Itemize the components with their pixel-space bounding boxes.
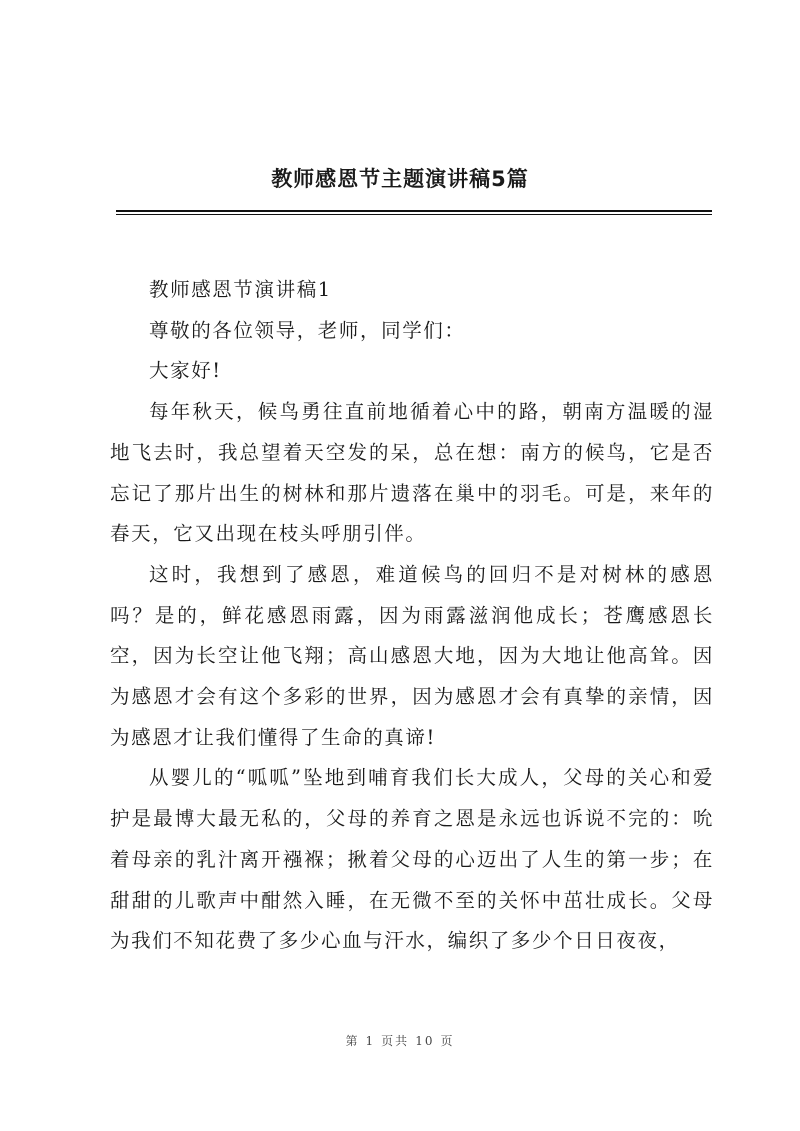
title-underline-thick bbox=[116, 210, 712, 212]
salutation: 尊敬的各位领导，老师，同学们： bbox=[149, 318, 466, 342]
greeting: 大家好! bbox=[149, 359, 222, 383]
document-title: 教师感恩节主题演讲稿5篇 bbox=[271, 167, 529, 191]
footer-middle: 页共 bbox=[381, 1034, 410, 1048]
footer-total-pages: 10 bbox=[415, 1034, 435, 1048]
footer-page-number: 1 bbox=[365, 1034, 376, 1048]
paragraph: 每年秋天，候鸟勇往直前地循着心中的路，朝南方温暖的湿地飞去时，我总望着天空发的呆，总在想：南方的候鸟，它是否忘记了那片出生的树林和那片遗落在巢中的羽毛。可是，来年的春天，它又出现在枝头呼朋引伴。 bbox=[110, 400, 714, 546]
page-footer bbox=[0, 1032, 800, 1049]
section-heading: 教师感恩节演讲稿1 bbox=[149, 278, 332, 301]
paragraph: 从婴儿的“呱呱”坠地到哺育我们长大成人，父母的关心和爱护是最博大最无私的，父母的养育之恩是永远也诉说不完的：吮着母亲的乳汁离开襁褓；揪着父母的心迈出了人生的第一步；在甜甜的儿歌声中酣然入睡，在无微不至的关怀中茁壮成长。父母为我们不知花费了多少心血与汗水，编织了多少个日日夜夜， bbox=[110, 766, 714, 953]
paragraph: 这时，我想到了感恩，难道候鸟的回归不是对树林的感恩吗？是的，鲜花感恩雨露，因为雨露滋润他成长；苍鹰感恩长空，因为长空让他飞翔；高山感恩大地，因为大地让他高耸。因为感恩才会有这个多彩的世界，因为感恩才会有真挚的亲情，因为感恩才让我们懂得了生命的真谛! bbox=[110, 562, 714, 749]
document-body bbox=[110, 270, 714, 962]
footer-prefix: 第 bbox=[345, 1034, 360, 1048]
title-underline-thin bbox=[116, 214, 712, 215]
footer-suffix: 页 bbox=[440, 1034, 455, 1048]
